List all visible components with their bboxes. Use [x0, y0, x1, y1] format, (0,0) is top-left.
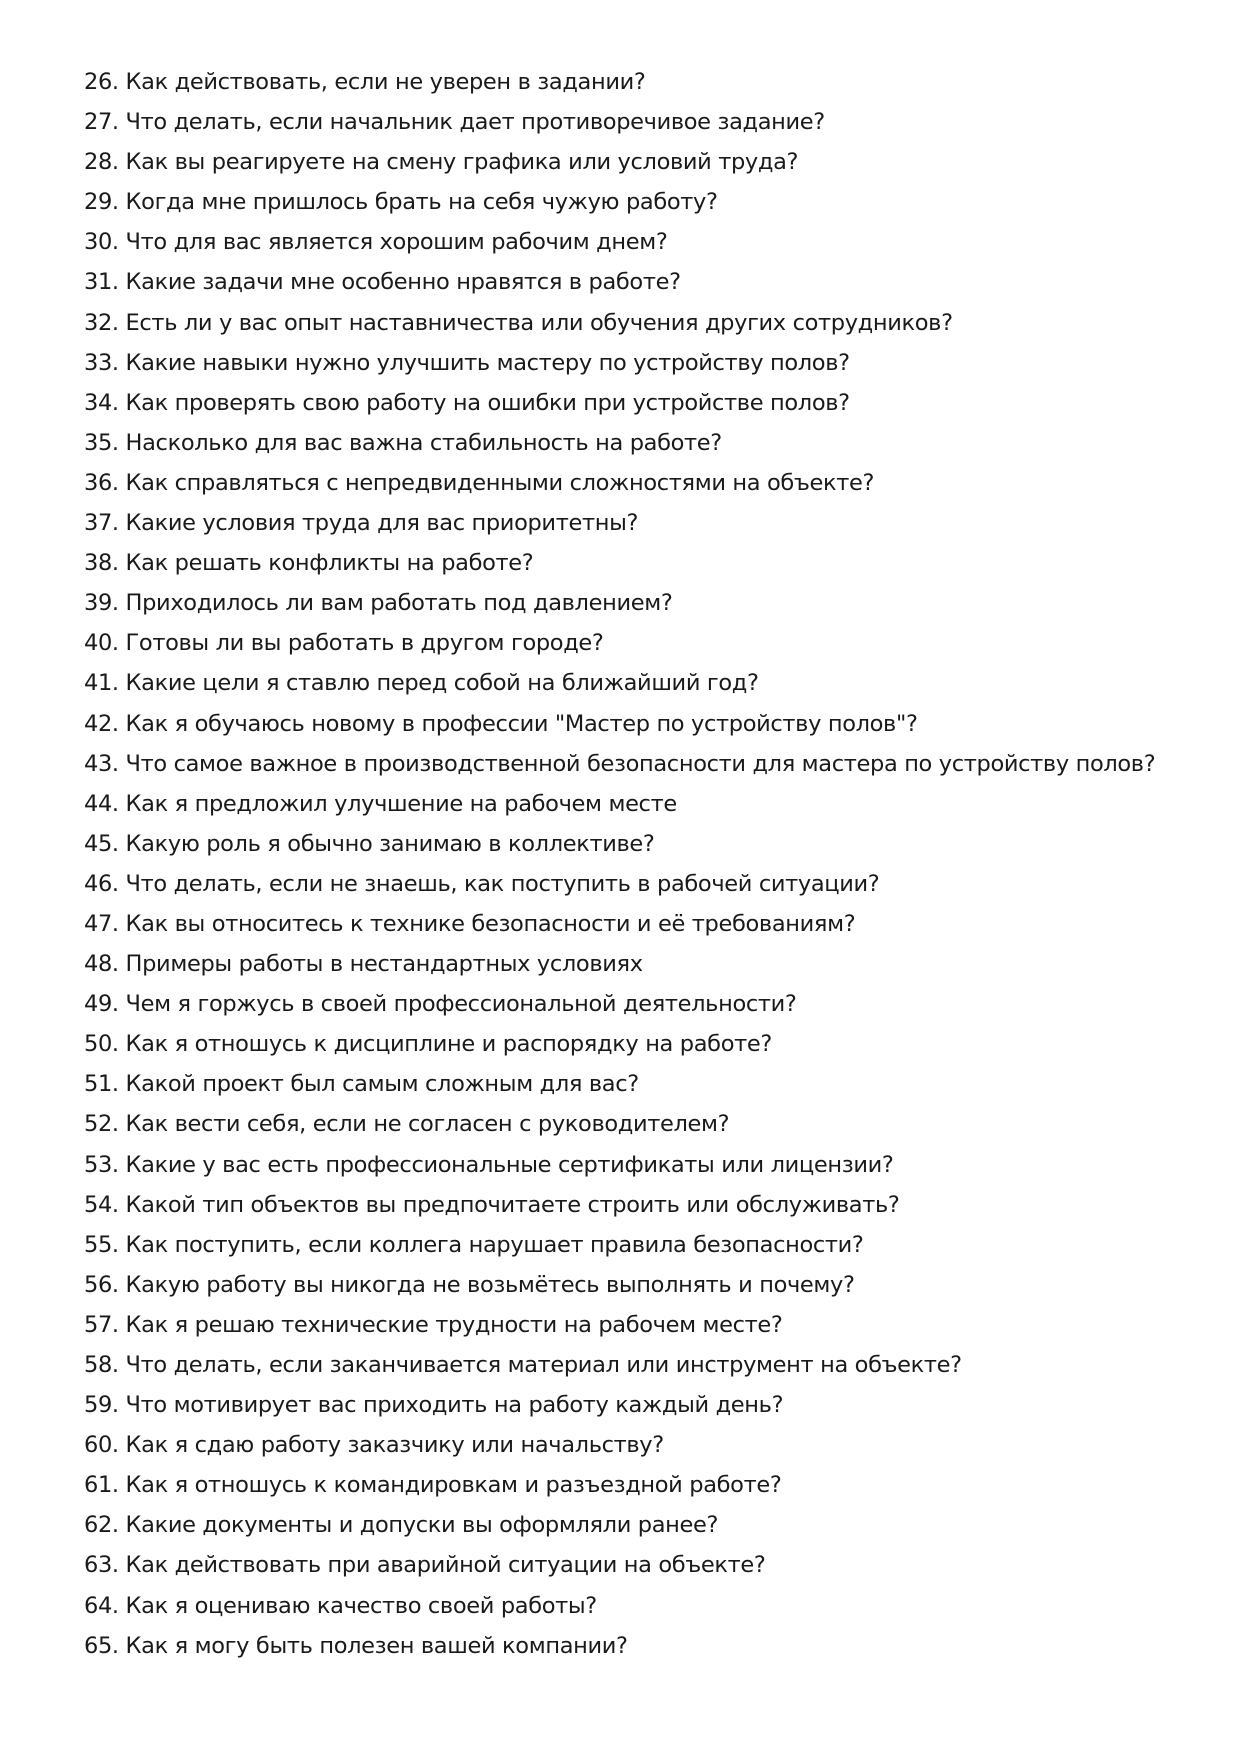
- question-text: Как я предложил улучшение на рабочем месте: [125, 790, 677, 817]
- question-item: [84, 1024, 1204, 1064]
- question-number: 29.: [84, 189, 119, 216]
- question-item: [84, 1064, 1204, 1104]
- question-text: Как я оцениваю качество своей работы?: [125, 1592, 597, 1619]
- question-item: [84, 1185, 1204, 1225]
- question-number: 38.: [84, 550, 119, 577]
- question-item: [84, 222, 1204, 262]
- question-text: Что мотивирует вас приходить на работу каждый день?: [125, 1392, 784, 1419]
- question-item: [84, 503, 1204, 543]
- question-number: 40.: [84, 630, 119, 657]
- question-text: Как справляться с непредвиденными сложностями на объекте?: [125, 469, 875, 496]
- question-text: Как я решаю технические трудности на рабочем месте?: [125, 1311, 783, 1338]
- question-text: Как я могу быть полезен вашей компании?: [125, 1632, 628, 1659]
- question-text: Как я отношусь к командировкам и разъездной работе?: [125, 1472, 782, 1499]
- question-text: Насколько для вас важна стабильность на работе?: [125, 429, 722, 456]
- question-number: 48.: [84, 951, 119, 978]
- question-text: Как вы относитесь к технике безопасности и её требованиям?: [125, 910, 856, 937]
- question-number: 62.: [84, 1512, 119, 1539]
- question-text: Примеры работы в нестандартных условиях: [125, 951, 643, 978]
- question-number: 65.: [84, 1632, 119, 1659]
- question-text: Какой проект был самым сложным для вас?: [125, 1071, 639, 1098]
- question-item: [84, 904, 1204, 944]
- question-text: Готовы ли вы работать в другом городе?: [125, 630, 604, 657]
- question-text: Чем я горжусь в своей профессиональной деятельности?: [125, 991, 797, 1018]
- question-item: [84, 543, 1204, 583]
- question-text: Как я обучаюсь новому в профессии "Мастер по устройству полов"?: [125, 710, 918, 737]
- question-number: 49.: [84, 991, 119, 1018]
- question-number: 45.: [84, 830, 119, 857]
- question-number: 51.: [84, 1071, 119, 1098]
- question-number: 42.: [84, 710, 119, 737]
- question-text: Что делать, если заканчивается материал или инструмент на объекте?: [125, 1352, 962, 1378]
- question-item: [84, 744, 1204, 784]
- question-item: [84, 383, 1204, 423]
- question-number: 28.: [84, 149, 119, 176]
- question-number: 59.: [84, 1392, 119, 1419]
- question-text: Когда мне пришлось брать на себя чужую работу?: [125, 189, 718, 216]
- question-number: 61.: [84, 1472, 119, 1499]
- question-text: Что делать, если не знаешь, как поступить в рабочей ситуации?: [125, 870, 880, 897]
- question-item: [84, 1265, 1204, 1305]
- question-text: Какие навыки нужно улучшить мастеру по устройству полов?: [125, 349, 850, 376]
- question-text: Что делать, если начальник дает противоречивое задание?: [125, 109, 825, 136]
- question-number: 55.: [84, 1231, 119, 1258]
- question-text: Какую роль я обычно занимаю в коллективе?: [125, 830, 655, 857]
- question-item: [84, 182, 1204, 222]
- question-number: 43.: [84, 750, 119, 777]
- question-number: 39.: [84, 590, 119, 617]
- question-number: 56.: [84, 1271, 119, 1298]
- question-number: 60.: [84, 1432, 119, 1459]
- question-item: [84, 1465, 1204, 1505]
- question-item: [84, 262, 1204, 302]
- question-text: Как вести себя, если не согласен с руководителем?: [125, 1111, 730, 1138]
- question-item: [84, 944, 1204, 984]
- question-list: [84, 62, 1204, 1666]
- question-item: [84, 864, 1204, 904]
- question-number: 31.: [84, 269, 119, 296]
- question-item: [84, 62, 1204, 102]
- question-number: 27.: [84, 109, 119, 136]
- question-number: 37.: [84, 510, 119, 537]
- question-item: [84, 1305, 1204, 1345]
- question-number: 64.: [84, 1592, 119, 1619]
- question-number: 44.: [84, 790, 119, 817]
- question-item: [84, 1505, 1204, 1545]
- question-text: Как проверять свою работу на ошибки при устройстве полов?: [125, 389, 850, 416]
- question-text: Что для вас является хорошим рабочим днем?: [125, 229, 668, 256]
- question-item: [84, 1104, 1204, 1144]
- question-item: [84, 1425, 1204, 1465]
- question-text: Как решать конфликты на работе?: [125, 550, 534, 577]
- question-item: [84, 623, 1204, 663]
- question-text: Какой тип объектов вы предпочитаете строить или обслуживать?: [125, 1191, 900, 1218]
- question-number: 58.: [84, 1352, 119, 1378]
- question-text: Какие задачи мне особенно нравятся в работе?: [125, 269, 681, 296]
- question-number: 47.: [84, 910, 119, 937]
- question-text: Что самое важное в производственной безопасности для мастера по устройству полов?: [125, 750, 1156, 777]
- question-item: [84, 423, 1204, 463]
- question-number: 46.: [84, 870, 119, 897]
- question-item: [84, 1545, 1204, 1585]
- question-text: Как действовать при аварийной ситуации на объекте?: [125, 1552, 766, 1579]
- question-item: [84, 984, 1204, 1024]
- question-number: 36.: [84, 469, 119, 496]
- question-item: [84, 1626, 1204, 1666]
- question-number: 50.: [84, 1031, 119, 1058]
- question-text: Как я отношусь к дисциплине и распорядку на работе?: [125, 1031, 772, 1058]
- question-item: [84, 1225, 1204, 1265]
- question-number: 30.: [84, 229, 119, 256]
- question-number: 41.: [84, 670, 119, 697]
- question-number: 26.: [84, 69, 119, 95]
- question-text: Как вы реагируете на смену графика или условий труда?: [125, 149, 799, 176]
- question-number: 53.: [84, 1151, 119, 1178]
- question-text: Какие цели я ставлю перед собой на ближайший год?: [125, 670, 759, 697]
- question-item: [84, 303, 1204, 343]
- question-text: Приходилось ли вам работать под давлением?: [125, 590, 673, 617]
- question-text: Какие условия труда для вас приоритетны?: [125, 510, 639, 537]
- question-text: Какие у вас есть профессиональные сертификаты или лицензии?: [125, 1151, 894, 1178]
- question-item: [84, 102, 1204, 142]
- question-item: [84, 1586, 1204, 1626]
- question-text: Как поступить, если коллега нарушает правила безопасности?: [125, 1231, 864, 1258]
- question-item: [84, 663, 1204, 703]
- question-number: 32.: [84, 309, 119, 336]
- question-number: 63.: [84, 1552, 119, 1579]
- question-text: Как я сдаю работу заказчику или начальству?: [125, 1432, 664, 1459]
- question-number: 54.: [84, 1191, 119, 1218]
- question-item: [84, 142, 1204, 182]
- question-text: Какую работу вы никогда не возьмётесь выполнять и почему?: [125, 1271, 855, 1298]
- question-item: [84, 824, 1204, 864]
- question-text: Какие документы и допуски вы оформляли ранее?: [125, 1512, 719, 1539]
- question-text: Есть ли у вас опыт наставничества или обучения других сотрудников?: [125, 309, 953, 336]
- question-text: Как действовать, если не уверен в задании?: [125, 69, 646, 95]
- question-item: [84, 1345, 1204, 1385]
- question-item: [84, 463, 1204, 503]
- question-item: [84, 1145, 1204, 1185]
- question-number: 33.: [84, 349, 119, 376]
- question-number: 57.: [84, 1311, 119, 1338]
- question-item: [84, 343, 1204, 383]
- question-item: [84, 704, 1204, 744]
- question-item: [84, 583, 1204, 623]
- question-item: [84, 1385, 1204, 1425]
- question-number: 35.: [84, 429, 119, 456]
- question-item: [84, 784, 1204, 824]
- question-number: 52.: [84, 1111, 119, 1138]
- question-number: 34.: [84, 389, 119, 416]
